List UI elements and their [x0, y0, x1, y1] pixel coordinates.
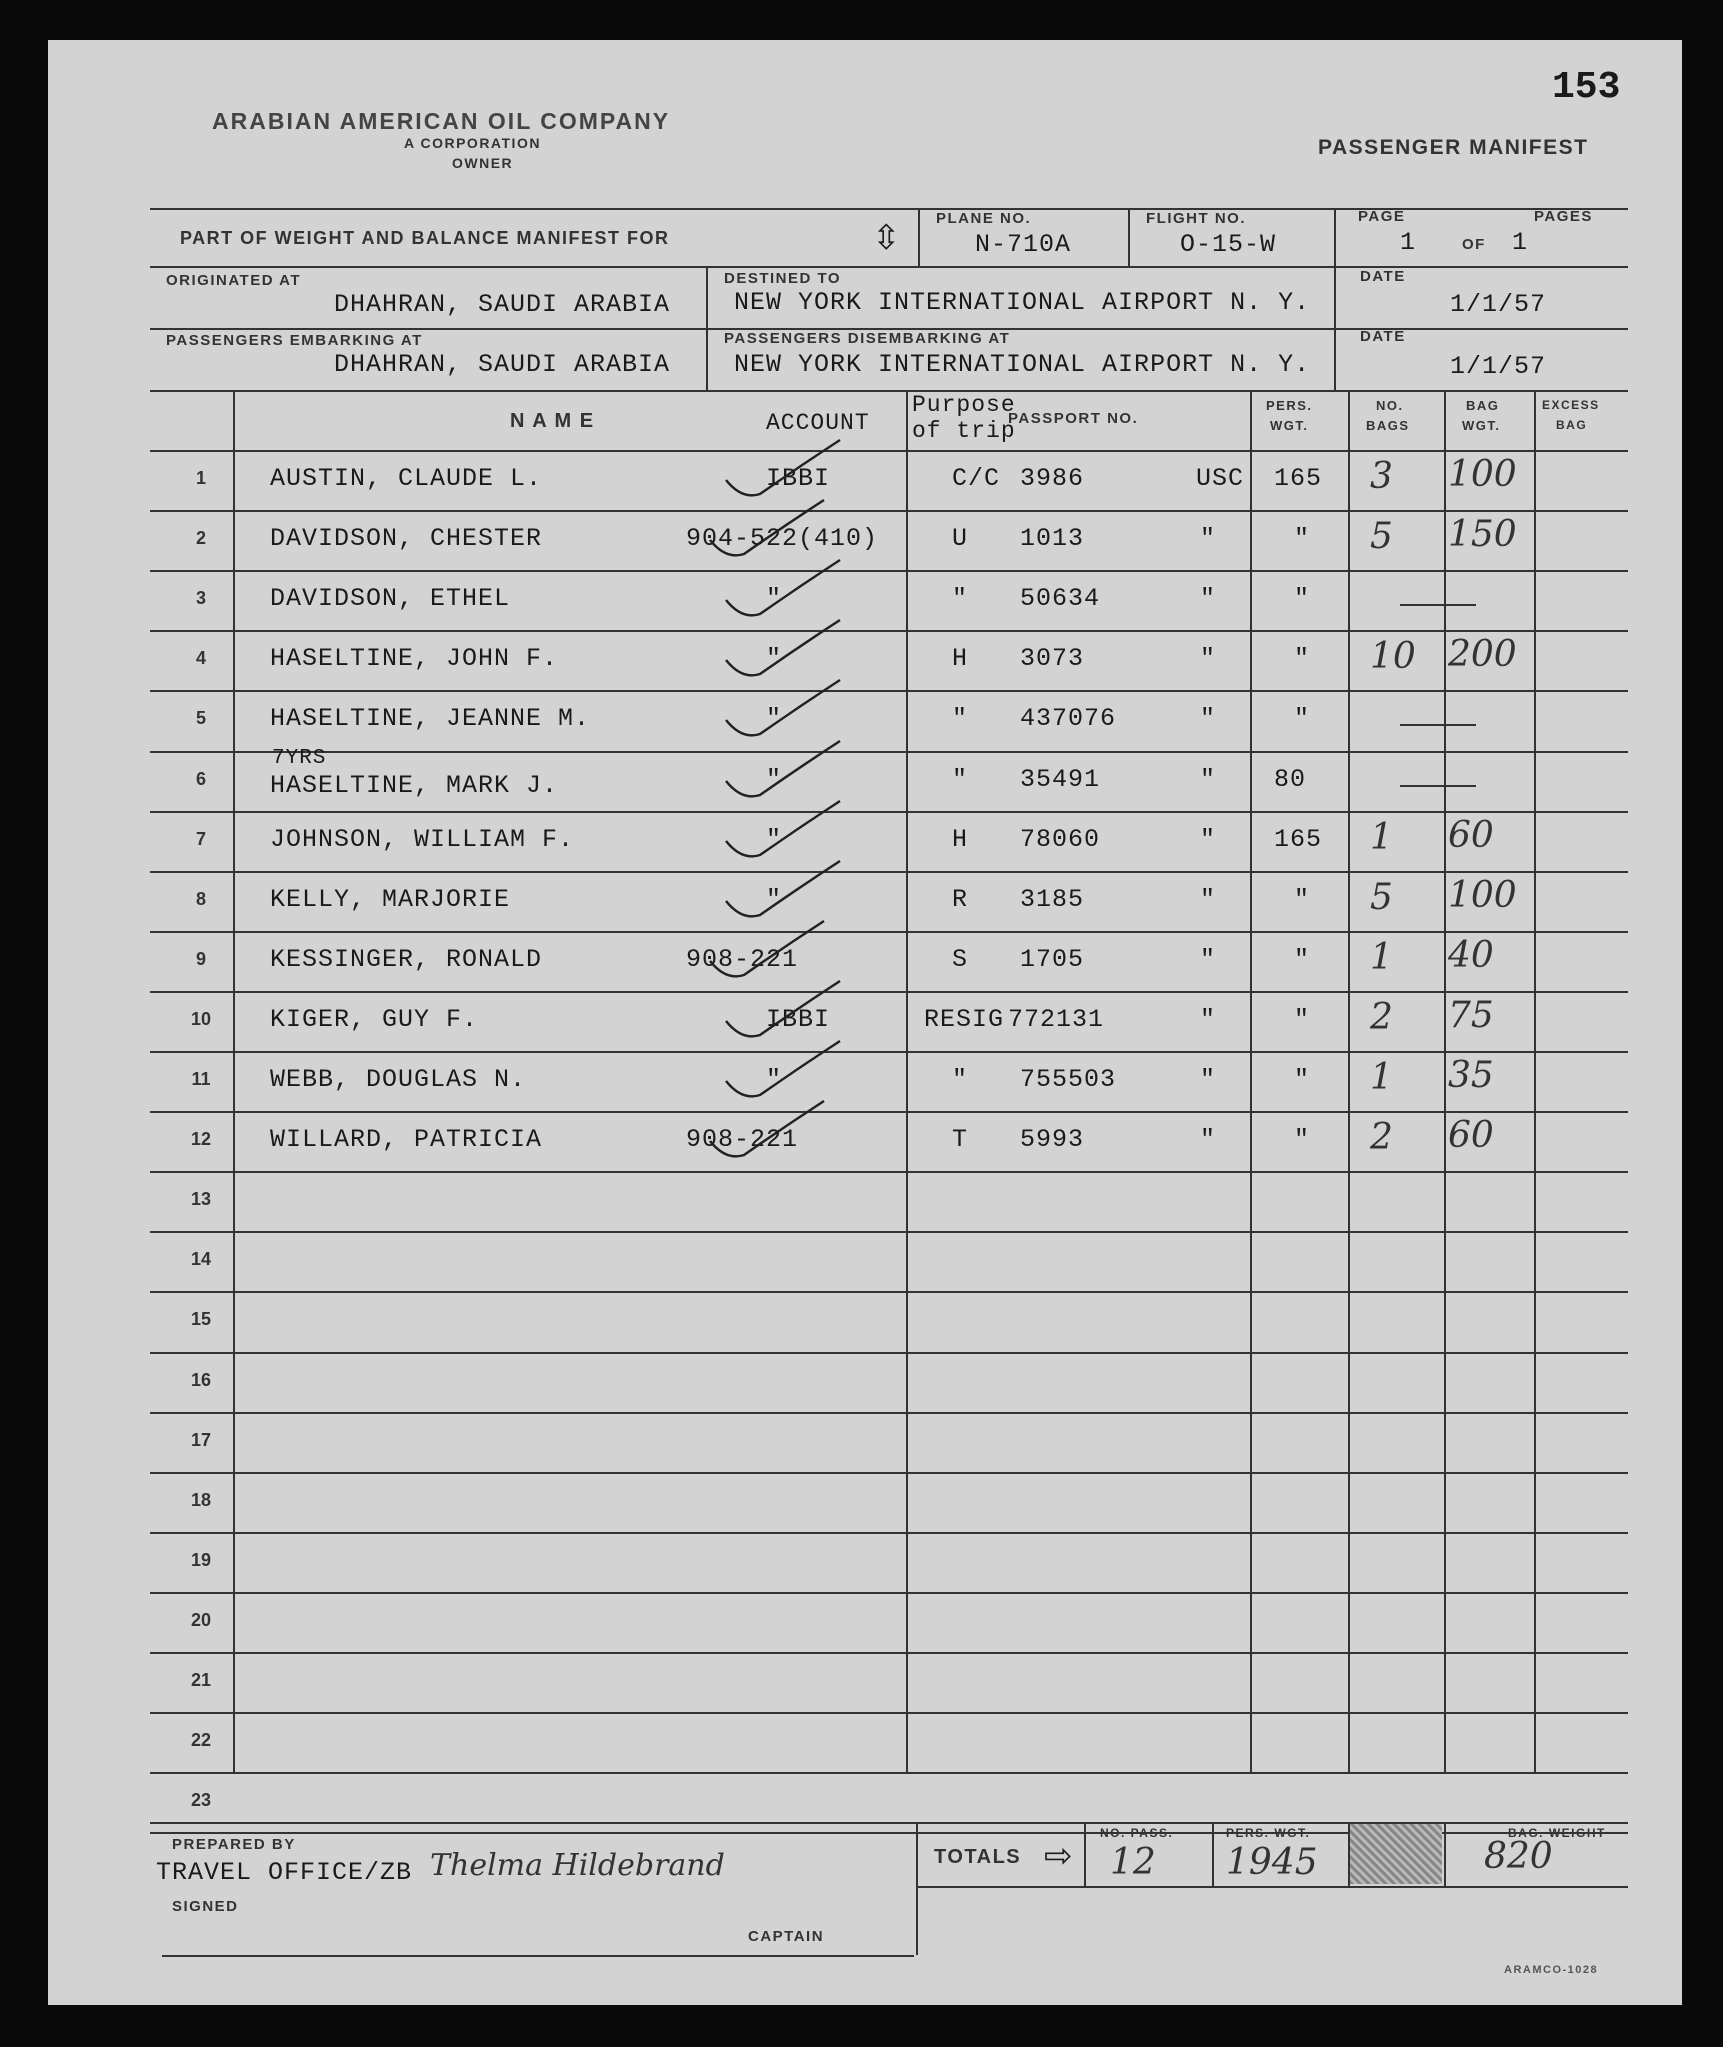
row-number: 3 [195, 588, 206, 609]
purpose: " [952, 584, 969, 614]
account: " [766, 884, 783, 914]
company-line2: A CORPORATION [404, 135, 541, 151]
pers-weight: " [1294, 584, 1311, 614]
row-number: 13 [190, 1189, 212, 1210]
passport-number: 755503 [1020, 1065, 1117, 1094]
pers-weight: 165 [1274, 464, 1323, 493]
account: IBBI [766, 464, 831, 493]
passenger-name: AUSTIN, CLAUDE L. [270, 464, 543, 493]
nationality: " [1200, 584, 1217, 614]
row-rule [150, 991, 1628, 993]
row-rule [150, 1652, 1628, 1654]
bag-count: 2 [1370, 1117, 1393, 1159]
row-rule [150, 510, 1628, 512]
nationality: " [1200, 644, 1217, 674]
account: " [766, 1065, 783, 1094]
pers-weight: " [1294, 1004, 1311, 1034]
pers-weight: " [1294, 1065, 1311, 1094]
passport-number: 3986 [1020, 464, 1085, 493]
nationality: " [1200, 884, 1217, 914]
purpose: T [952, 1125, 969, 1155]
nationality: " [1200, 1065, 1217, 1094]
purpose: U [952, 524, 969, 554]
passport-number: 35491 [1020, 764, 1101, 794]
check-mark-icon [704, 1097, 834, 1167]
col-pers2: WGT. [1270, 418, 1309, 433]
row-number: 22 [190, 1730, 212, 1751]
pages-label: PAGES [1534, 208, 1593, 225]
row-number: 2 [195, 528, 206, 549]
nationality: " [1200, 1125, 1217, 1155]
nationality: " [1200, 1004, 1217, 1034]
col-bagwgt: BAG [1466, 398, 1500, 413]
embark-value: DHAHRAN, SAUDI ARABIA [334, 350, 671, 379]
account: " [766, 764, 783, 794]
passport-number: 3185 [1020, 884, 1085, 914]
row-number: 19 [190, 1549, 212, 1570]
pers-weight: " [1294, 1125, 1311, 1155]
row-rule [150, 1412, 1628, 1414]
bag-weight: 40 [1448, 934, 1494, 976]
nationality: " [1200, 944, 1217, 974]
arrow-icon: ⇳ [872, 219, 901, 257]
passenger-name: DAVIDSON, CHESTER [270, 524, 543, 554]
rule [1444, 1822, 1446, 1886]
captain-label: CAPTAIN [748, 1928, 825, 1945]
col-purpose2: of trip [912, 418, 1016, 444]
row-number: 10 [190, 1008, 212, 1029]
row-number: 1 [195, 468, 206, 488]
purpose: S [952, 944, 969, 974]
row-number: 15 [190, 1309, 212, 1330]
pers-weight: " [1294, 704, 1311, 734]
pers-weight: " [1294, 884, 1311, 914]
rule [1444, 390, 1446, 1772]
shaded-cell [1350, 1824, 1442, 1884]
nationality: " [1200, 704, 1217, 734]
row-number: 11 [191, 1069, 211, 1089]
account: " [766, 704, 783, 734]
row-rule [150, 1231, 1628, 1233]
row-rule [150, 1532, 1628, 1534]
bag-weight: 60 [1448, 1115, 1494, 1157]
row-number: 16 [190, 1369, 212, 1390]
passenger-name: WEBB, DOUGLAS N. [270, 1065, 527, 1094]
page-number: 153 [1552, 66, 1621, 109]
passenger-name: KELLY, MARJORIE [270, 884, 511, 914]
passport-number: 437076 [1020, 704, 1117, 734]
row-number: 6 [195, 768, 206, 789]
rule [1534, 390, 1536, 1772]
col-purpose: Purpose [912, 392, 1016, 418]
originated-label: ORIGINATED AT [166, 272, 302, 289]
flight-label: FLIGHT NO. [1146, 210, 1246, 227]
row-rule [150, 1712, 1628, 1714]
embark-label: PASSENGERS EMBARKING AT [166, 332, 423, 349]
rule [1348, 390, 1350, 1772]
nationality: " [1200, 824, 1217, 854]
row-rule [150, 811, 1628, 813]
purpose: H [952, 824, 969, 854]
bag-count: 3 [1370, 456, 1393, 497]
prepared-value: TRAVEL OFFICE/ZB [156, 1858, 413, 1887]
plane-label: PLANE NO. [936, 210, 1032, 227]
rule [1250, 390, 1252, 1772]
rule [916, 1886, 1628, 1888]
bag-weight: 100 [1448, 874, 1517, 916]
purpose: RESIG [924, 1004, 1005, 1034]
prepared-signature: Thelma Hildebrand [430, 1848, 725, 1883]
col-excess: EXCESS [1542, 398, 1600, 412]
originated-value: DHAHRAN, SAUDI ARABIA [334, 290, 671, 319]
account: " [766, 824, 783, 854]
row-number: 7 [195, 828, 206, 849]
row-number: 18 [190, 1489, 212, 1510]
passport-number: 5993 [1020, 1125, 1085, 1155]
company-name: ARABIAN AMERICAN OIL COMPANY [212, 108, 671, 134]
row-rule [150, 931, 1628, 933]
disembark-value: NEW YORK INTERNATIONAL AIRPORT N. Y. [734, 350, 1311, 379]
pers-weight: 165 [1274, 824, 1323, 854]
rule [162, 1955, 914, 1957]
pers-weight: " [1294, 524, 1311, 554]
rule [150, 266, 1628, 268]
account: 908-221 [686, 944, 799, 974]
row-rule [150, 751, 1628, 753]
prepared-label: PREPARED BY [172, 1836, 296, 1853]
purpose: R [952, 884, 969, 914]
no-pass-value: 12 [1110, 1842, 1156, 1883]
row-number: 23 [190, 1790, 212, 1811]
bag-count: 1 [1370, 1057, 1393, 1098]
dash-mark [1400, 604, 1476, 606]
row-number: 8 [195, 888, 206, 909]
account: " [766, 644, 783, 674]
bag-weight: 200 [1448, 634, 1517, 676]
pers-weight: 80 [1274, 764, 1307, 794]
form-code: ARAMCO-1028 [1504, 1964, 1599, 1976]
rule [233, 390, 235, 1772]
col-account: ACCOUNT [766, 410, 870, 436]
bag-count: 5 [1370, 516, 1393, 558]
signed-label: SIGNED [172, 1898, 239, 1915]
account: IBBI [766, 1004, 831, 1034]
passport-number: 772131 [1008, 1004, 1105, 1034]
row-rule [150, 1592, 1628, 1594]
row-rule [150, 1171, 1628, 1173]
passenger-name: JOHNSON, WILLIAM F. [270, 824, 575, 854]
rule [1128, 208, 1130, 266]
pers-wgt-label: PERS. WGT. [1226, 1826, 1311, 1840]
purpose: H [952, 644, 969, 674]
passport-number: 1013 [1020, 524, 1085, 554]
row-rule [150, 1772, 1628, 1774]
destined-label: DESTINED TO [724, 270, 842, 287]
row-number: 21 [190, 1670, 212, 1690]
row-number: 5 [195, 708, 206, 729]
company-line3: OWNER [452, 155, 514, 171]
bag-count: 1 [1370, 816, 1393, 858]
passport-number: 3073 [1020, 644, 1085, 674]
purpose: " [952, 764, 969, 794]
rule [1334, 208, 1336, 390]
plane-value: N-710A [975, 230, 1072, 259]
row-number: 9 [195, 948, 206, 969]
passport-number: 1705 [1020, 944, 1085, 974]
arrow-icon: ⇨ [1044, 1837, 1073, 1875]
purpose: " [952, 704, 969, 734]
row-number: 14 [190, 1249, 212, 1270]
bag-count: 10 [1370, 636, 1416, 678]
rule [916, 1822, 918, 1955]
row-rule [150, 1472, 1628, 1474]
of-label: OF [1462, 236, 1486, 253]
row-number: 12 [190, 1129, 212, 1150]
nationality: USC [1196, 464, 1245, 493]
passenger-name: KESSINGER, RONALD [270, 944, 543, 974]
passenger-name: HASELTINE, JEANNE M. [270, 704, 591, 734]
bag-weight: 100 [1448, 454, 1517, 495]
destined-value: NEW YORK INTERNATIONAL AIRPORT N. Y. [734, 288, 1311, 317]
rule [906, 390, 908, 1772]
col-excess2: BAG [1556, 418, 1588, 432]
date-value: 1/1/57 [1450, 290, 1547, 319]
rule [150, 390, 1628, 392]
pers-weight: " [1294, 944, 1311, 974]
bag-weight-label: BAG. WEIGHT [1508, 1826, 1606, 1840]
passport-number: 50634 [1020, 584, 1101, 614]
row-rule [150, 1291, 1628, 1293]
account: 904-522(410) [686, 524, 879, 554]
pers-weight: " [1294, 644, 1311, 674]
bag-weight: 60 [1448, 814, 1494, 856]
part-label: PART OF WEIGHT AND BALANCE MANIFEST FOR [180, 228, 670, 248]
passenger-name: WILLARD, PATRICIA [270, 1125, 543, 1155]
row-number: 4 [195, 648, 206, 669]
row-rule [150, 1111, 1628, 1113]
row-rule [150, 630, 1628, 632]
col-passport: PASSPORT NO. [1008, 410, 1139, 427]
disembark-label: PASSENGERS DISEMBARKING AT [724, 330, 1011, 347]
col-bagwgt2: WGT. [1462, 418, 1501, 433]
nationality: " [1200, 764, 1217, 794]
row-rule [150, 690, 1628, 692]
bag-count: 5 [1370, 876, 1393, 918]
bag-weight: 35 [1448, 1055, 1494, 1096]
rule [150, 450, 1628, 452]
dash-mark [1400, 724, 1476, 726]
row-note: 7YRS [272, 746, 327, 770]
bag-count: 1 [1370, 936, 1393, 978]
row-number: 17 [190, 1429, 212, 1450]
account: 908-221 [686, 1125, 799, 1155]
bag-weight: 150 [1448, 514, 1517, 556]
no-pass-label: NO. PASS. [1100, 1826, 1174, 1840]
col-name: N A M E [510, 410, 595, 432]
page-label: PAGE [1358, 208, 1406, 225]
bag-count: 2 [1370, 996, 1393, 1038]
purpose: C/C [952, 464, 1001, 493]
passenger-name: DAVIDSON, ETHEL [270, 584, 511, 614]
date2-label: DATE [1360, 328, 1406, 345]
row-rule [150, 1352, 1628, 1354]
col-pers: PERS. [1266, 398, 1313, 413]
rule [706, 266, 708, 390]
rule [918, 208, 920, 266]
col-bags: NO. [1376, 398, 1404, 413]
dash-mark [1400, 785, 1476, 787]
rule [1084, 1822, 1086, 1886]
totals-label: TOTALS [934, 1846, 1022, 1868]
passenger-name: HASELTINE, MARK J. [270, 770, 559, 800]
row-rule [150, 871, 1628, 873]
row-rule [150, 1051, 1628, 1053]
row-number: 20 [190, 1609, 212, 1630]
date-label: DATE [1360, 268, 1406, 285]
passenger-name: KIGER, GUY F. [270, 1004, 479, 1034]
flight-value: O-15-W [1180, 230, 1277, 259]
pages-value: 1 [1512, 228, 1529, 257]
nationality: " [1200, 524, 1217, 554]
col-bags2: BAGS [1366, 418, 1410, 433]
rule [1212, 1822, 1214, 1886]
row-rule [150, 570, 1628, 572]
rule [150, 208, 1628, 210]
passport-number: 78060 [1020, 824, 1101, 854]
page-value: 1 [1400, 228, 1417, 257]
account: " [766, 584, 783, 614]
form-title: PASSENGER MANIFEST [1318, 136, 1589, 159]
bag-weight: 75 [1448, 994, 1494, 1036]
date2-value: 1/1/57 [1450, 352, 1547, 381]
pers-wgt-value: 1945 [1226, 1842, 1318, 1883]
passenger-name: HASELTINE, JOHN F. [270, 644, 559, 674]
bag-weight-value: 820 [1484, 1836, 1553, 1877]
purpose: " [952, 1065, 969, 1094]
